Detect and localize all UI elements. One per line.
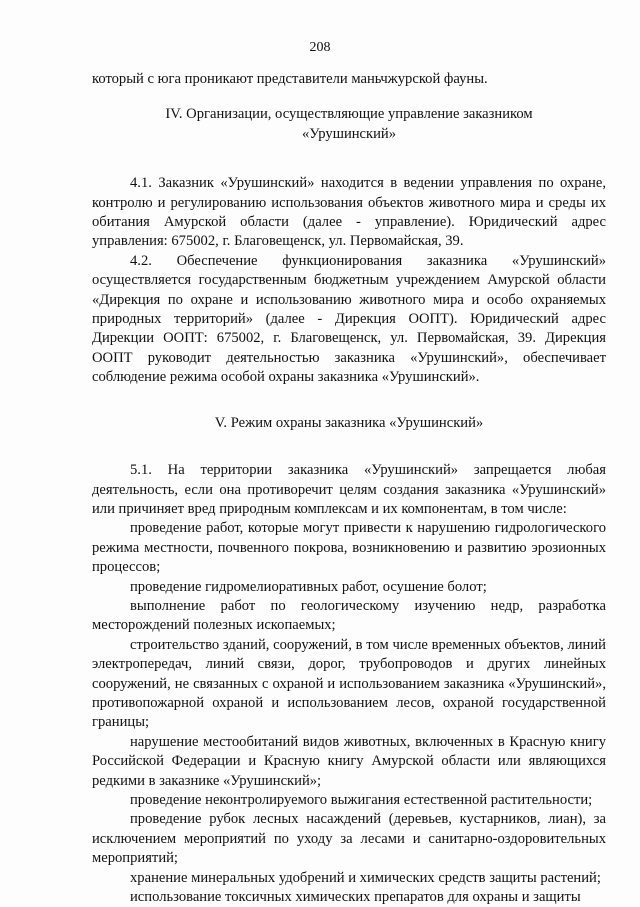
list-item: проведение неконтролируемого выжигания естественной растительности;	[130, 792, 593, 808]
lead-line: который с юга проникают представители маньчжурской фауны.	[92, 71, 488, 87]
section-4-heading	[92, 105, 606, 144]
page-number: 208	[309, 40, 331, 55]
paragraph-4-1: 4.1. Заказник «Урушинский» находится в ведении управления по охране, контролю и регулированию использования объектов животного мира и среды их обитания Амурской области (далее - управление). Юридический адрес управления: 675002, г. Благовещенск, ул. Первомайская, 39.	[92, 175, 606, 250]
section-4-heading-line-2: «Урушинский»	[301, 125, 397, 142]
list-item: нарушение местообитаний видов животных, включенных в Красную книгу Российской Федерации и Красную книгу Амурской области или являющихся редкими в заказнике «Урушинский»;	[92, 733, 606, 789]
list-item: использование токсичных химических препаратов для охраны и защиты	[130, 889, 581, 906]
list-item: выполнение работ по геологическому изучению недр, разработка месторождений полезных ископаемых;	[92, 597, 606, 634]
list-item: проведение работ, которые могут привести к нарушению гидрологического режима местности, почвенного покрова, возникновению и развитию эрозионных процессов;	[92, 520, 606, 576]
document-body	[92, 70, 606, 907]
section-4-heading-line-1: IV. Организации, осуществляющие управление заказником	[165, 106, 533, 123]
section-5-heading: V. Режим охраны заказника «Урушинский»	[214, 414, 484, 431]
list-item: строительство зданий, сооружений, в том числе временных объектов, линий электропередач, линий связи, дорог, трубопроводов и других линейных сооружений, не связанных с охраной и использованием заказника «Урушинский», противопожарной охраной и использованием лесов, охраной государственной границы;	[92, 636, 606, 731]
paragraph-5-1-intro: 5.1. На территории заказника «Урушинский» запрещается любая деятельность, если она противоречит целям создания заказника «Урушинский» или причиняет вред природным комплексам и их компонентам, в том числе:	[92, 462, 606, 517]
list-item: хранение минеральных удобрений и химических средств защиты растений;	[130, 869, 601, 886]
list-item: проведение рубок лесных насаждений (деревьев, кустарников, лиан), за исключением мероприятий по уходу за лесами и санитарно-оздоровительных мероприятий;	[92, 811, 606, 867]
list-item: проведение гидромелиоративных работ, осушение болот;	[130, 578, 487, 595]
paragraph-4-2: 4.2. Обеспечение функционирования заказника «Урушинский» осуществляется государственным бюджетным учреждением Амурской области «Дирекция по охране и использованию животного мира и особо охраняемых природных территорий» (далее - Дирекция ООПТ). Юридический адрес Дирекции ООПТ: 675002, г. Благовещенск, ул. Первомайская, 39. Дирекция ООПТ руководит деятельностью заказника «Урушинский», обеспечивает соблюдение режима особой охраны заказника «Урушинский».	[92, 252, 606, 386]
